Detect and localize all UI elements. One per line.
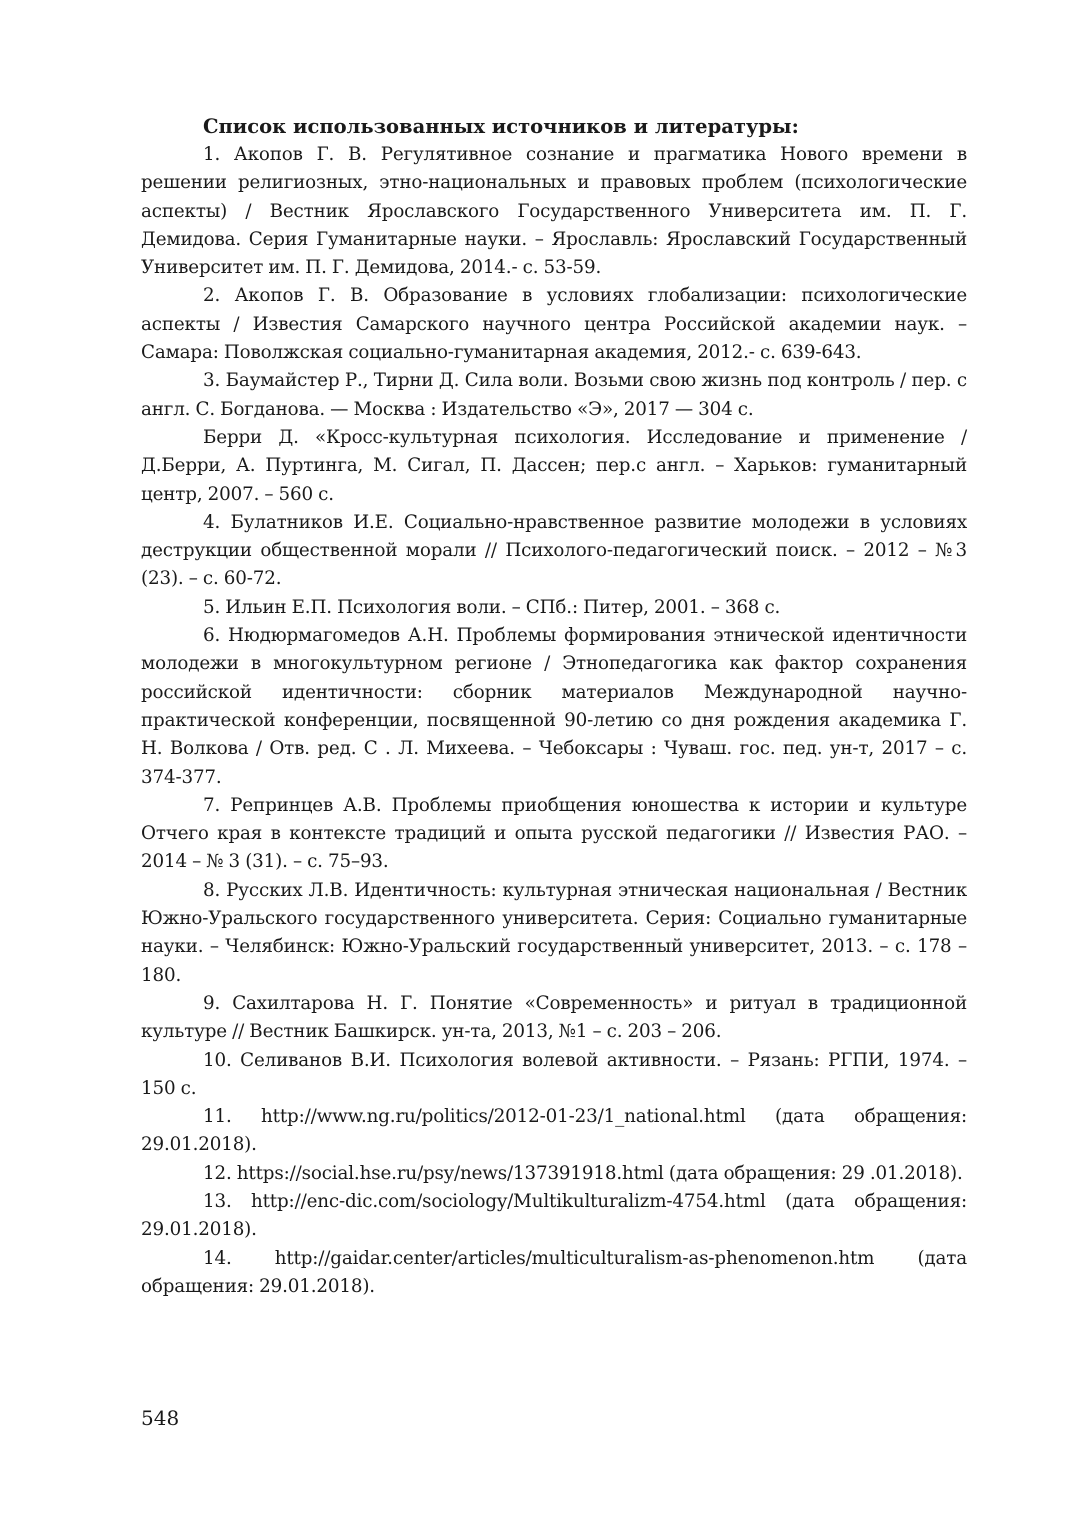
references-heading: Список использованных источников и литературы: bbox=[203, 115, 799, 138]
reference-item: 12. https://social.hse.ru/psy/news/137391918.html (дата обращения: 29 .01.2018). bbox=[203, 1162, 963, 1184]
reference-item: 11. http://www.ng.ru/politics/2012-01-23/1_national.html (дата обращения: 29.01.2018). bbox=[141, 1106, 967, 1156]
reference-item: 9. Сахилтарова Н. Г. Понятие «Современность» и ритуал в традиционной культуре // Вестник Башкирск. ун-та, 2013, №1 – с. 203 – 206. bbox=[141, 992, 967, 1043]
reference-item: 14. http://gaidar.center/articles/multiculturalism-as-phenomenon.htm (дата обращения: 29.01.2018). bbox=[141, 1247, 967, 1297]
reference-item: Берри Д. «Кросс-культурная психология. Исследование и применение / Д.Берри, А. Пуртинга, М. Сигал, П. Дассен; пер.с англ. – Харьков: гуманитарный центр, 2007. – 560 с. bbox=[141, 426, 967, 505]
page-number: 548 bbox=[141, 1406, 180, 1430]
reference-item: 5. Ильин Е.П. Психология воли. – СПб.: Питер, 2001. – 368 с. bbox=[203, 596, 781, 618]
reference-item: 1. Акопов Г. В. Регулятивное сознание и прагматика Нового времени в решении религиозных, этно-национальных и правовых проблем (психологические аспекты) / Вестник Ярославского Государственного Университета им. П. Г. Демидова. Серия Гуманитарные науки. – Ярославль: Ярославский Государственный Университет им. П. Г. Демидова, 2014.- с. 53-59. bbox=[141, 144, 967, 279]
reference-item: 3. Баумайстер Р., Тирни Д. Сила воли. Возьми свою жизнь под контроль / пер. с англ. С. Богданова. — Москва : Издательство «Э», 2017 — 304 с. bbox=[141, 370, 967, 420]
reference-item: 13. http://enc-dic.com/sociology/Multikulturalizm-4754.html (дата обращения: 29.01.2018). bbox=[141, 1190, 967, 1241]
reference-item: 7. Репринцев А.В. Проблемы приобщения юношества к истории и культуре Отчего края в контексте традиций и опыта русской педагогики // Известия РАО. – 2014 – № 3 (31). – с. 75–93. bbox=[141, 794, 967, 873]
reference-item: 6. Нюдюрмагомедов А.Н. Проблемы формирования этнической идентичности молодежи в многокультурном регионе / Этнопедагогика как фактор сохранения российской идентичности: сборник материалов Международной научно-практической конференции, посвященной 90-летию со дня рождения академика Г. Н. Волкова / Отв. ред. С . Л. Михеева. – Чебоксары : Чуваш. гос. пед. ун-т, 2017 – с. 374-377. bbox=[141, 625, 967, 788]
page-content bbox=[141, 112, 967, 1301]
reference-item: 2. Акопов Г. В. Образование в условиях глобализации: психологические аспекты / Известия Самарского научного центра Российской академии наук. – Самара: Поволжская социально-гуманитарная академия, 2012.- с. 639-643. bbox=[141, 285, 967, 364]
reference-item: 10. Селиванов В.И. Психология волевой активности. – Рязань: РГПИ, 1974. – 150 с. bbox=[141, 1049, 967, 1099]
references-list bbox=[141, 141, 967, 1301]
reference-item: 4. Булатников И.Е. Социально-нравственное развитие молодежи в условиях деструкции общественной морали // Психолого-педагогический поиск. – 2012 – №3 (23). – с. 60-72. bbox=[141, 511, 967, 590]
reference-item: 8. Русских Л.В. Идентичность: культурная этническая национальная / Вестник Южно-Уральского государственного университета. Серия: Социально гуманитарные науки. – Челябинск: Южно-Уральский государственный университет, 2013. – с. 178 – 180. bbox=[141, 879, 967, 986]
